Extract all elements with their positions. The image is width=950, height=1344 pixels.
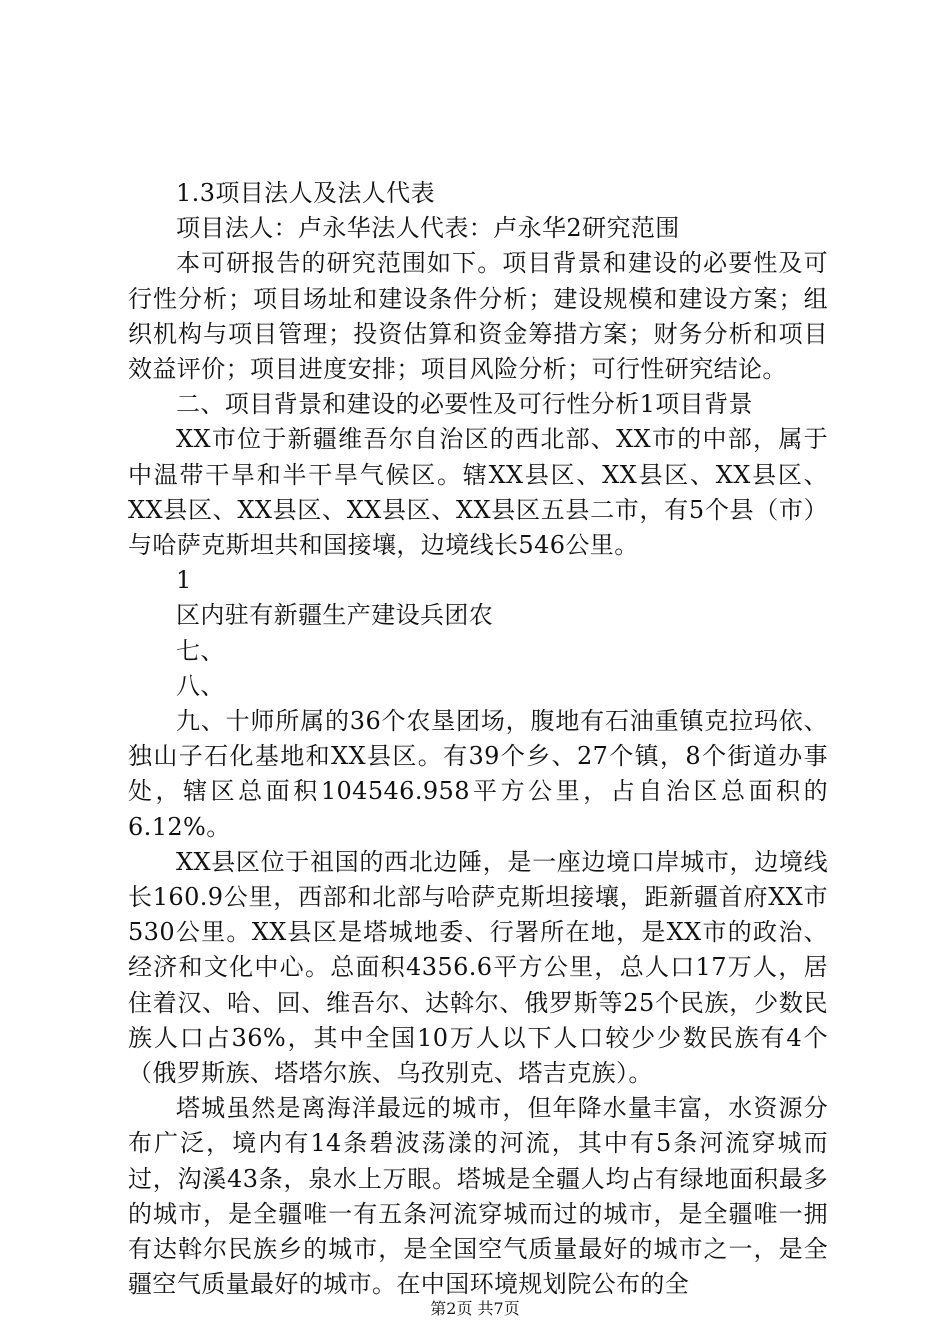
paragraph-number: 1 [176,566,192,595]
document-body [128,176,828,1303]
section-heading-background: 二、项目背景和建设的必要性及可行性分析1项目背景 [176,390,753,419]
paragraph-city-location: XX市位于新疆维吾尔自治区的西北部、XX市的中部，属于中温带干旱和半干旱气候区。辖XX县区、XX县区、XX县区、XX县区、XX县区、XX县区、XX县区五县二市，有5个县（市）与哈萨克斯坦共和国接壤，边境线长546公里。 [128,425,828,560]
paragraph-legal-person: 项目法人：卢永华法人代表：卢永华2研究范围 [176,214,680,243]
paragraph-item-seven: 七、 [176,636,225,665]
paragraph-water-resources: 塔城虽然是离海洋最远的城市，但年降水量丰富，水资源分布广泛，境内有14条碧波荡漾的河流，其中有5条河流穿城而过，沟溪43条，泉水上万眼。塔城是全疆人均占有绿地面积最多的城市，是全疆唯一有五条河流穿城而过的城市，是全疆唯一拥有达斡尔民族乡的城市，是全国空气质量最好的城市之一，是全疆空气质量最好的城市。在中国环境规划院公布的全 [128,1094,828,1299]
paragraph-farms: 九、十师所属的36个农垦团场，腹地有石油重镇克拉玛依、独山子石化基地和XX县区。有39个乡、27个镇，8个街道办事处，辖区总面积104546.958平方公里，占自治区总面积的6.12%。 [128,707,828,841]
paragraph-county-overview: XX县区位于祖国的西北边陲，是一座边境口岸城市，边境线长160.9公里，西部和北部与哈萨克斯坦接壤，距新疆首府XX市530公里。XX县区是塔城地委、行署所在地，是XX市的政治、经济和文化中心。总面积4356.6平方公里，总人口17万人，居住着汉、哈、回、维吾尔、达斡尔、俄罗斯等25个民族，少数民族人口占36%，其中全国10万人以下人口较少少数民族有4个（俄罗斯族、塔塔尔族、乌孜别克、塔吉克族）。 [128,847,828,1088]
paragraph-corps: 区内驻有新疆生产建设兵团农 [176,601,494,630]
section-heading-legal-person: 1.3项目法人及法人代表 [176,179,435,207]
page-footer: 第2页 共7页 [430,1299,520,1318]
paragraph-item-eight: 八、 [176,671,225,700]
paragraph-research-scope: 本可研报告的研究范围如下。项目背景和建设的必要性及可行性分析；项目场址和建设条件分析；建设规模和建设方案；组织机构与项目管理；投资估算和资金筹措方案；财务分析和项目效益评价；项目进度安排；项目风险分析；可行性研究结论。 [128,249,828,384]
